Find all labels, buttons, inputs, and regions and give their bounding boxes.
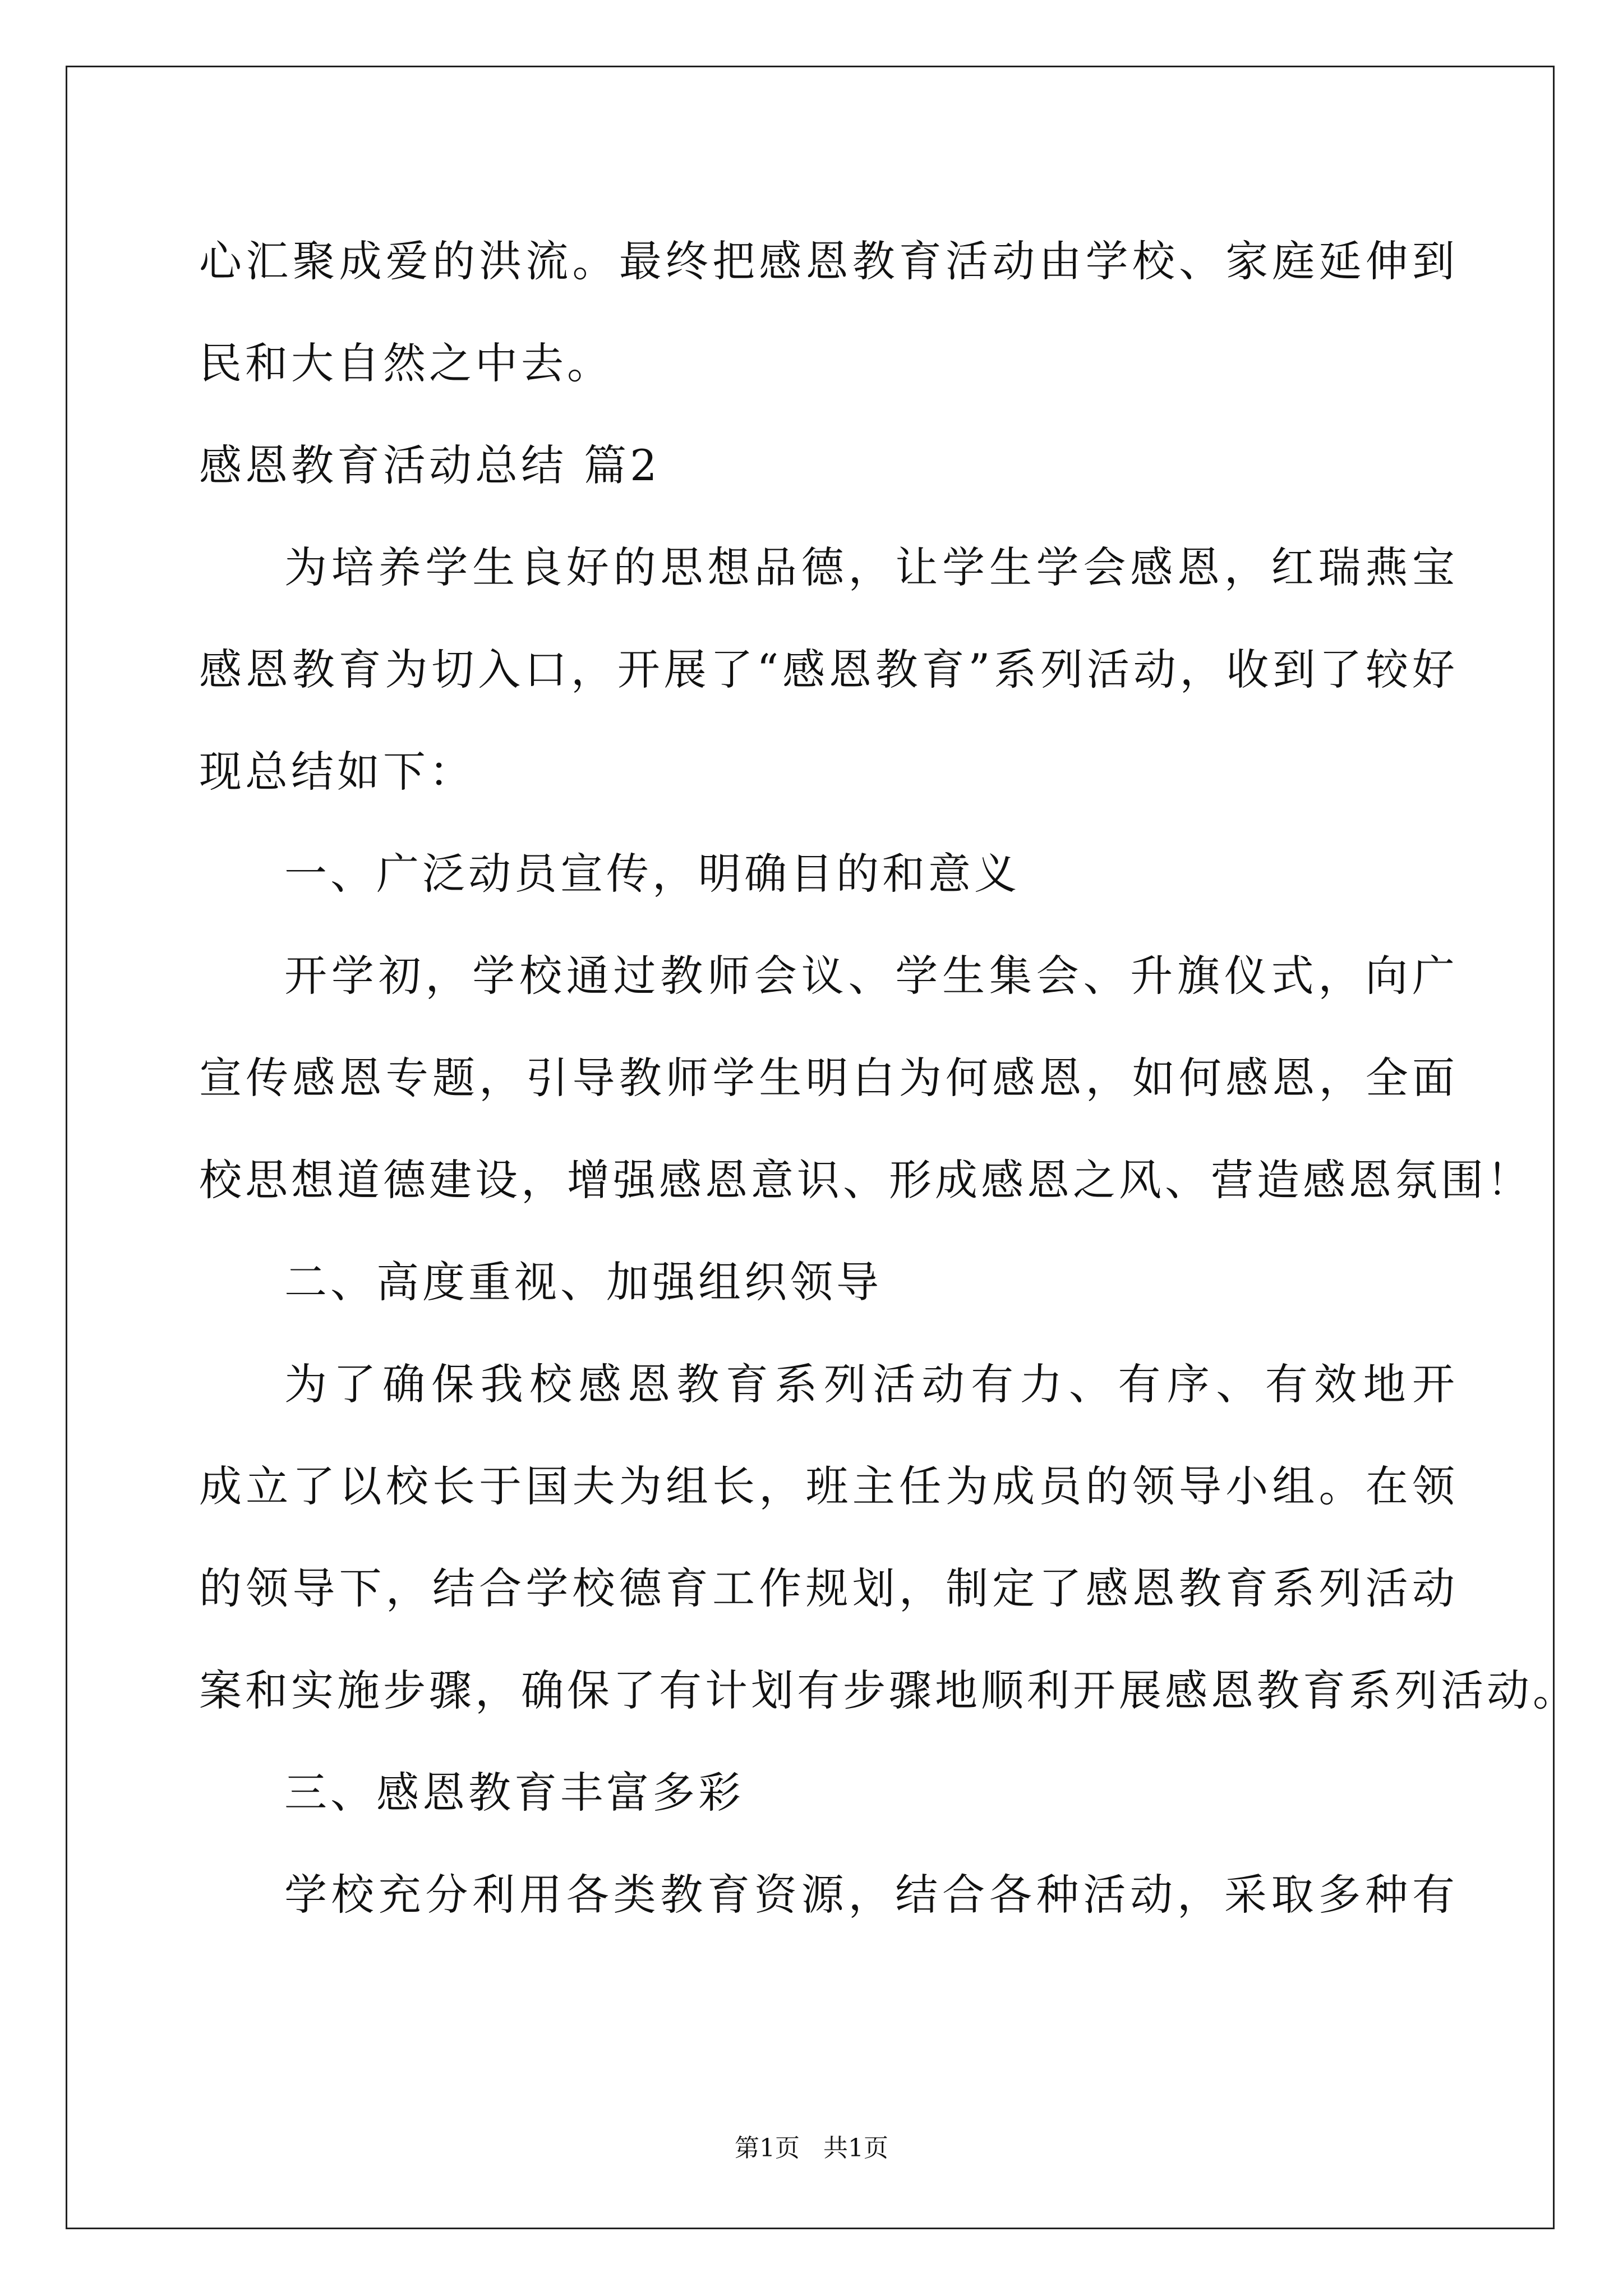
body-line: 案和实施步骤，确保了有计划有步骤地顺利开展感恩教育系列活动。: [199, 1665, 1579, 1715]
body-line: 民和大自然之中去。: [199, 338, 613, 388]
body-line: 为了确保我校感恩教育系列活动有力、有序、有效地开: [284, 1359, 1458, 1409]
body-line: 现总结如下：: [199, 747, 475, 797]
body-line: 学校充分利用各类教育资源，结合各种活动，采取多种有: [284, 1870, 1458, 1920]
page-total: 共1页: [823, 2134, 888, 2162]
subheading: 二、高度重视、加强组织领导: [284, 1257, 882, 1307]
body-line: 成立了以校长于国夫为组长，班主任为成员的领导小组。在领: [199, 1461, 1458, 1511]
subheading: 一、广泛动员宣传，明确目的和意义: [284, 849, 1020, 899]
document-body: [199, 210, 1579, 1946]
body-line: 校思想道德建设，增强感恩意识、形成感恩之风、营造感恩氛围！: [199, 1155, 1533, 1205]
body-line: 感恩教育为切入口，开展了“感恩教育”系列活动，收到了较好: [199, 645, 1458, 694]
body-line: 的领导下，结合学校德育工作规划，制定了感恩教育系列活动: [199, 1563, 1458, 1613]
section-title: 感恩教育活动总结 篇2: [199, 440, 661, 490]
body-line: 心汇聚成爱的洪流。最终把感恩教育活动由学校、家庭延伸到: [199, 236, 1458, 286]
subheading: 三、感恩教育丰富多彩: [284, 1768, 744, 1818]
body-line: 为培养学生良好的思想品德，让学生学会感恩，红瑞燕宝: [284, 542, 1458, 592]
body-line: 开学初，学校通过教师会议、学生集会、升旗仪式，向广: [284, 951, 1458, 1001]
page-number: 第1页: [735, 2134, 800, 2162]
body-line: 宣传感恩专题，引导教师学生明白为何感恩，如何感恩，全面: [199, 1053, 1458, 1103]
page-footer: [0, 2132, 1623, 2165]
